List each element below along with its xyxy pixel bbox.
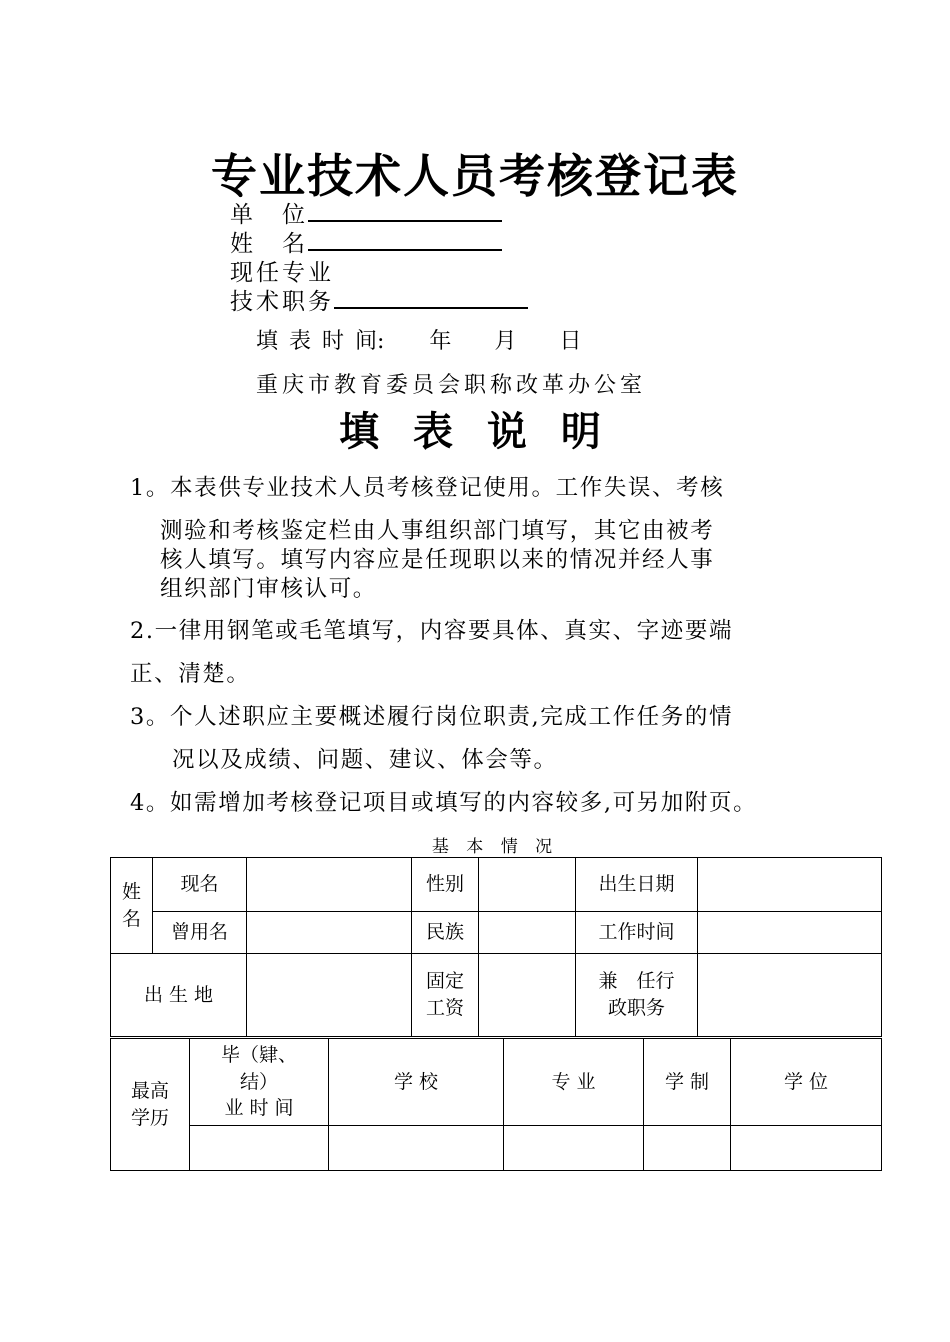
birth-date-label: 出生日期 — [576, 858, 698, 912]
position-field — [230, 283, 528, 316]
fill-time-year: 年 — [429, 329, 452, 354]
instruction-3-line-1: 3。个人述职应主要概述履行岗位职责,完成工作任务的情 — [130, 704, 734, 730]
grad-time-value[interactable] — [190, 1126, 329, 1171]
ethnicity-label: 民族 — [412, 912, 479, 954]
instructions-heading: 填 表 说 明 — [339, 408, 611, 455]
fill-time-day: 日 — [559, 329, 582, 354]
instruction-3-line-2: 况以及成绩、问题、建议、体会等。 — [172, 747, 558, 773]
instruction-2-line-2: 正、清楚。 — [130, 661, 251, 687]
admin-post-label: 兼 任行 政职务 — [576, 954, 698, 1037]
fill-time-label: 填 表 时 间: — [256, 329, 385, 354]
name-label: 姓 名 — [230, 231, 308, 257]
unit-line[interactable] — [308, 200, 502, 222]
fill-time-month: 月 — [494, 329, 517, 354]
position-label: 技术职务 — [230, 289, 334, 315]
gender-value[interactable] — [479, 858, 576, 912]
table-caption: 基 本 情 况 — [431, 837, 559, 857]
birth-date-value[interactable] — [698, 858, 882, 912]
instruction-1-line-3: 核人填写。填写内容应是任现职以来的情况并经人事 — [160, 547, 715, 573]
current-name-label: 现名 — [153, 858, 247, 912]
admin-post-value[interactable] — [698, 954, 882, 1037]
unit-label: 单 位 — [230, 202, 308, 228]
organization: 重庆市教育委员会职称改革办公室 — [256, 373, 647, 398]
education-table — [110, 1038, 882, 1171]
name-group-label: 姓名 — [111, 858, 153, 954]
instruction-4-line-1: 4。如需增加考核登记项目或填写的内容较多,可另加附页。 — [130, 790, 758, 816]
position-line[interactable] — [334, 287, 528, 309]
grad-time-label: 毕（肄、 结） 业 时 间 — [190, 1039, 329, 1126]
instruction-1-line-1: 1。本表供专业技术人员考核登记使用。工作失误、考核 — [130, 475, 725, 501]
fixed-salary-label: 固定 工资 — [412, 954, 479, 1037]
major-label-cell: 专 业 — [504, 1039, 644, 1126]
school-value[interactable] — [329, 1126, 504, 1171]
major-label: 现任专业 — [230, 260, 334, 286]
school-label: 学 校 — [329, 1039, 504, 1126]
instruction-1-line-4: 组织部门审核认可。 — [160, 576, 377, 602]
major-value[interactable] — [504, 1126, 644, 1171]
ethnicity-value[interactable] — [479, 912, 576, 954]
work-start-label: 工作时间 — [576, 912, 698, 954]
basic-info-table — [110, 857, 882, 1037]
gender-label: 性别 — [412, 858, 479, 912]
duration-label: 学 制 — [644, 1039, 731, 1126]
degree-label: 学 位 — [731, 1039, 882, 1126]
education-label: 最高学历 — [111, 1039, 190, 1171]
instruction-2-line-1: 2.一律用钢笔或毛笔填写，内容要具体、真实、字迹要端 — [130, 618, 734, 644]
birthplace-value[interactable] — [247, 954, 412, 1037]
birthplace-label: 出 生 地 — [111, 954, 247, 1037]
instruction-1-line-2: 测验和考核鉴定栏由人事组织部门填写，其它由被考 — [160, 518, 715, 544]
duration-value[interactable] — [644, 1126, 731, 1171]
degree-value[interactable] — [731, 1126, 882, 1171]
work-start-value[interactable] — [698, 912, 882, 954]
current-name-value[interactable] — [247, 858, 412, 912]
fill-time — [256, 324, 581, 355]
name-line[interactable] — [308, 229, 502, 251]
former-name-value[interactable] — [247, 912, 412, 954]
page-title: 专业技术人员考核登记表 — [211, 149, 739, 203]
fixed-salary-value[interactable] — [479, 954, 576, 1037]
former-name-label: 曾用名 — [153, 912, 247, 954]
